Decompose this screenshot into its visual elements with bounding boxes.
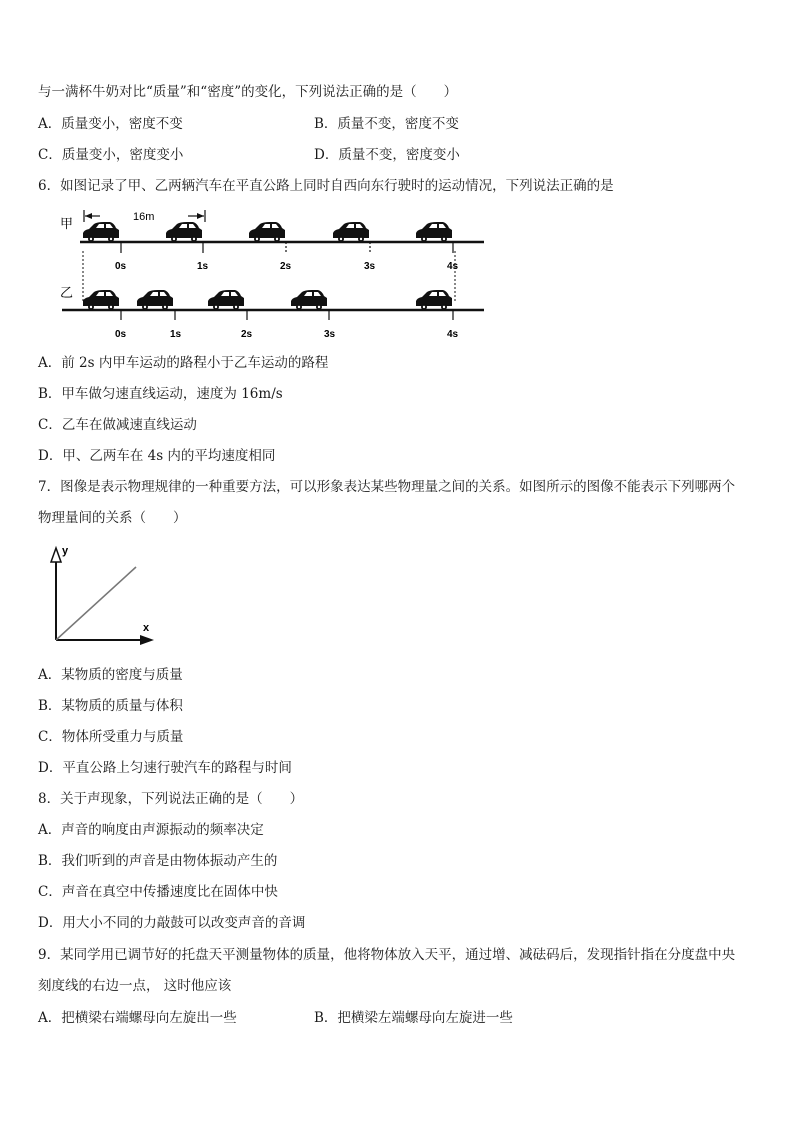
car-a-time-0: 0s (115, 261, 127, 272)
q6-option-c[interactable]: C．乙车在做减速直线运动 (38, 417, 197, 433)
q7-option-d[interactable]: D．平直公路上匀速行驶汽车的路程与时间 (38, 760, 292, 776)
car-a-time-2: 2s (280, 261, 292, 272)
car-a-time-4: 4s (447, 261, 459, 272)
q8-option-d[interactable]: D．用大小不同的力敲鼓可以改变声音的音调 (38, 915, 306, 931)
q9-option-a[interactable]: A．把横梁右端螺母向左旋出一些 (38, 1010, 237, 1026)
car-b-3s (291, 290, 327, 310)
q5-option-a[interactable]: A．质量变小，密度不变 (38, 116, 183, 132)
distance-indicator (84, 210, 205, 223)
q7-stem-line1: 7．图像是表示物理规律的一种重要方法，可以形象表达某些物理量之间的关系。如图所示的图像不能表示下列哪两个 (38, 479, 736, 495)
y-axis-label: y (62, 545, 69, 557)
car-b-marks (121, 310, 453, 320)
y-axis-arrow (51, 548, 61, 562)
q9-stem-line2: 刻度线的右边一点， 这时他应该 (38, 978, 232, 994)
car-a-time-1: 1s (197, 261, 209, 272)
q9-stem-line1: 9．某同学用已调节好的托盘天平测量物体的质量，他将物体放入天平，通过增、减砝码后，发现指针指在分度盘中央 (38, 947, 736, 963)
car-a-3s (333, 222, 369, 242)
q9-option-b[interactable]: B．把横梁左端螺母向左旋进一些 (314, 1010, 513, 1026)
car-a-1s (166, 222, 202, 242)
q8-option-a[interactable]: A．声音的响度由声源振动的频率决定 (38, 822, 264, 838)
car-b-4s (416, 290, 452, 310)
car-b-2s (208, 290, 244, 310)
proportional-line (56, 567, 136, 640)
q8-stem: 8．关于声现象，下列说法正确的是（ ） (38, 791, 304, 807)
q5-stem: 与一满杯牛奶对比“质量”和“密度”的变化，下列说法正确的是（ ） (38, 84, 458, 100)
q6-motion-figure (0, 207, 794, 342)
q5-option-b[interactable]: B．质量不变，密度不变 (314, 116, 459, 132)
q7-stem-line2: 物理量间的关系（ ） (38, 510, 187, 526)
x-axis-arrow (140, 635, 154, 645)
q6-option-d[interactable]: D．甲、乙两车在 4s 内的平均速度相同 (38, 448, 276, 464)
car-b-1s (137, 290, 173, 310)
q8-option-b[interactable]: B．我们听到的声音是由物体振动产生的 (38, 853, 278, 869)
q5-option-c[interactable]: C．质量变小，密度变小 (38, 147, 184, 163)
car-a-0s (83, 222, 119, 242)
car-a-marks (121, 242, 453, 253)
q5-option-d[interactable]: D．质量不变，密度变小 (314, 147, 460, 163)
q7-graph (40, 540, 180, 650)
q7-option-c[interactable]: C．物体所受重力与质量 (38, 729, 184, 745)
car-b-time-0: 0s (115, 329, 127, 340)
q8-option-c[interactable]: C．声音在真空中传播速度比在固体中快 (38, 884, 278, 900)
x-axis-label: x (143, 622, 150, 634)
car-b-time-2: 2s (241, 329, 253, 340)
q7-option-a[interactable]: A．某物质的密度与质量 (38, 667, 183, 683)
car-b-time-4: 4s (447, 329, 459, 340)
car-a-4s (416, 222, 452, 242)
car-b-label: 乙 (60, 285, 74, 300)
q6-option-a[interactable]: A．前 2s 内甲车运动的路程小于乙车运动的路程 (38, 355, 329, 371)
car-b-time-1: 1s (170, 329, 182, 340)
car-a-time-3: 3s (364, 261, 376, 272)
car-b-time-3: 3s (324, 329, 336, 340)
car-b-0s (83, 290, 119, 310)
q6-stem: 6．如图记录了甲、乙两辆汽车在平直公路上同时自西向东行驶时的运动情况，下列说法正确的是 (38, 178, 614, 194)
q7-option-b[interactable]: B．某物质的质量与体积 (38, 698, 183, 714)
q6-option-b[interactable]: B．甲车做匀速直线运动，速度为 16m/s (38, 386, 283, 402)
distance-label: 16m (133, 211, 155, 223)
car-a-label: 甲 (60, 216, 74, 231)
car-a-2s (249, 222, 285, 242)
